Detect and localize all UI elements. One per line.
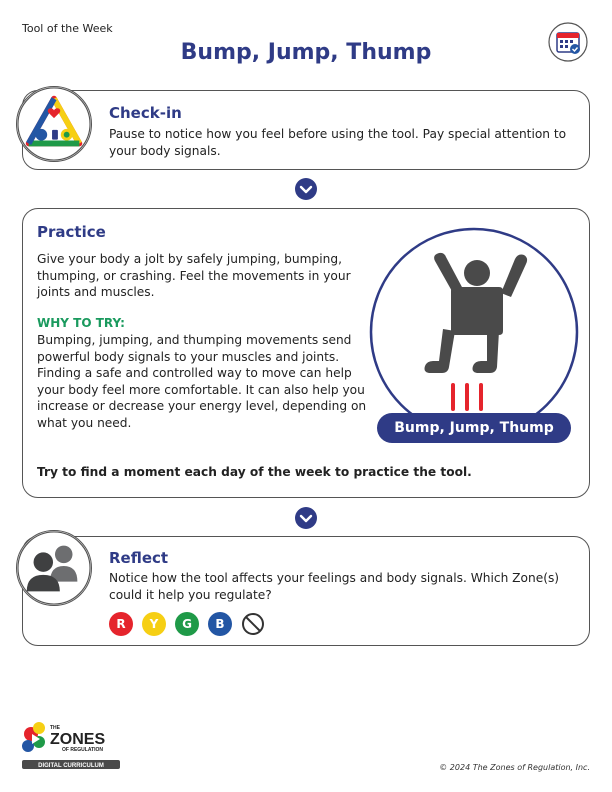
calendar-icon: [548, 22, 588, 62]
why-heading: WHY TO TRY:: [37, 316, 125, 330]
reflect-people-icon: [16, 530, 92, 606]
no-symbol-icon: [241, 612, 265, 636]
checkin-text: Pause to notice how you feel before using the tool. Pay special attention to your body signals.: [109, 127, 567, 158]
jumping-figure-illustration: [369, 227, 579, 437]
logo-zones: ZONES: [50, 731, 106, 748]
logo-of-regulation: OF REGULATION: [62, 747, 104, 753]
checkin-heading: Check-in: [109, 104, 182, 122]
why-text: Bumping, jumping, and thumping movements send powerful body signals to your muscles and joints. Finding a safe and controlled way to move can help your body feel more comfortable. It can also help you increase or decrease your energy level, depending on what you need.: [37, 333, 367, 430]
practice-card: [22, 208, 590, 498]
checkin-card: [22, 90, 590, 170]
zone-green-badge: G: [175, 612, 199, 636]
logo-digital-curriculum: DIGITAL CURRICULUM: [38, 763, 104, 769]
zone-blue-badge: B: [208, 612, 232, 636]
reflect-text: Notice how the tool affects your feelings and body signals. Which Zone(s) could it help you regulate?: [109, 571, 560, 602]
practice-heading: Practice: [37, 223, 106, 241]
chevron-down-icon: [295, 178, 317, 200]
checkin-triangle-icon: [16, 86, 92, 162]
kicker-label: Tool of the Week: [22, 22, 113, 35]
zone-yellow-badge: Y: [142, 612, 166, 636]
zones-of-regulation-logo: [22, 722, 122, 772]
tool-label-pill: Bump, Jump, Thump: [377, 413, 571, 443]
page-title: Bump, Jump, Thump: [180, 40, 432, 65]
zone-red-badge: R: [109, 612, 133, 636]
logo-the: THE: [50, 725, 60, 731]
zone-options: [109, 612, 265, 636]
reflect-heading: Reflect: [109, 549, 169, 567]
reflect-card: [22, 536, 590, 646]
chevron-down-icon: [295, 507, 317, 529]
practice-text: Give your body a jolt by safely jumping, bumping, thumping, or crashing. Feel the movements in your joints and muscles.: [37, 252, 351, 300]
practice-note: Try to find a moment each day of the week to practice the tool.: [37, 465, 472, 479]
copyright: © 2024 The Zones of Regulation, Inc.: [439, 763, 590, 772]
